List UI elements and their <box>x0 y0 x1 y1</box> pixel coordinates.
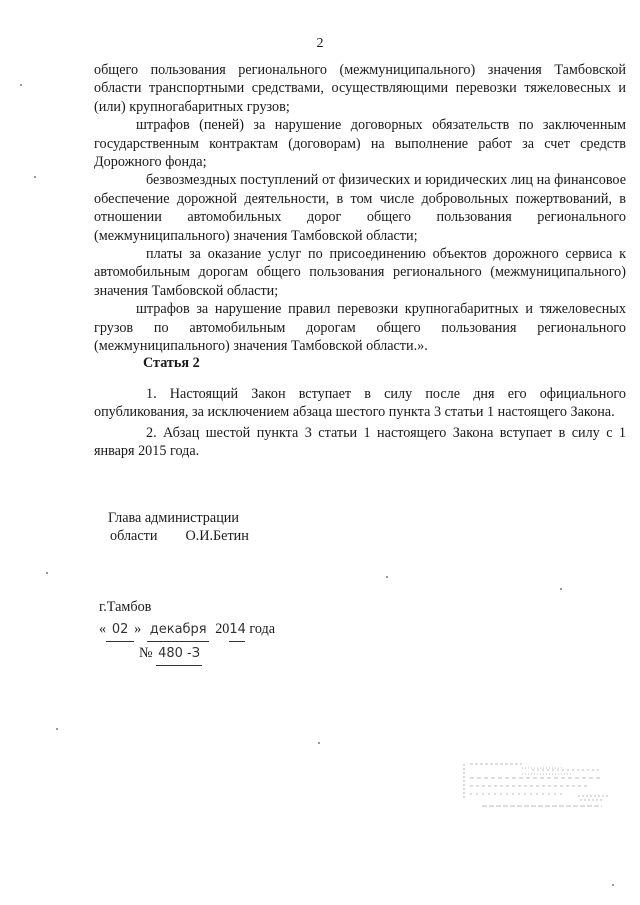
date-year-word: года <box>249 621 276 637</box>
signature-block <box>108 509 249 546</box>
date-day: 02 <box>106 619 134 642</box>
signature-title: Глава администрации <box>108 510 239 526</box>
date <box>99 618 275 642</box>
article-body <box>94 385 626 461</box>
date-year-suffix: 14 <box>229 619 245 642</box>
date-open-quote: « <box>99 621 107 637</box>
registration-stamp <box>462 760 612 820</box>
place-and-date <box>99 596 275 666</box>
signatory-name: О.И.Бетин <box>185 528 249 545</box>
scan-speck <box>386 576 388 578</box>
paragraph: штрафов (пеней) за нарушение договорных обязательств по заключенным государственным контрактам (договорам) на выполнение работ за счет средств Дорожного фонда; <box>94 117 626 171</box>
place: г.Тамбов <box>99 599 152 615</box>
continuation-text <box>94 61 626 356</box>
scan-speck <box>46 572 48 574</box>
paragraph: штрафов за нарушение правил перевозки крупногабаритных и тяжеловесных грузов по автомобильным дорогам общего пользования регионального (межмуниципального) значения Тамбовской области.». <box>94 301 626 355</box>
scan-speck <box>34 176 36 178</box>
law-number <box>99 642 275 666</box>
number-prefix: № <box>139 645 153 661</box>
scan-speck <box>560 588 562 590</box>
paragraph: безвозмездных поступлений от физических и юридических лиц на финансовое обеспечение дорожной деятельности, в том числе добровольных пожертвований, в отношении автомобильных дорог общего пользования регионального (межмуниципального) значения Тамбовской области; <box>94 172 626 244</box>
signature-title-cont: области <box>110 528 158 545</box>
article-heading: Статья 2 <box>143 355 200 371</box>
article-item: 2. Абзац шестой пункта 3 статьи 1 настоящего Закона вступает в силу с 1 января 2015 года. <box>94 424 626 460</box>
scan-speck <box>612 884 614 886</box>
article-item: 1. Настоящий Закон вступает в силу после дня его официального опубликования, за исключением абзаца шестого пункта 3 статьи 1 настоящего Закона. <box>94 386 626 421</box>
date-month: декабря <box>147 619 209 642</box>
date-year-prefix: 20 <box>215 621 230 637</box>
scan-speck <box>20 84 22 86</box>
scan-speck <box>56 728 58 730</box>
signature-row <box>108 527 249 545</box>
date-close-quote: » <box>134 621 142 637</box>
page-number: 2 <box>316 36 324 51</box>
number-value: 480 -З <box>156 643 202 666</box>
paragraph: платы за оказание услуг по присоединению объектов дорожного сервиса к автомобильным дорогам общего пользования регионального (межмуниципального) значения Тамбовской области; <box>94 246 626 299</box>
scan-speck <box>318 742 320 744</box>
paragraph: общего пользования регионального (межмуниципального) значения Тамбовской области транспортными средствами, осуществляющими перевозки тяжеловесных и (или) крупногабаритных грузов; <box>94 62 626 115</box>
